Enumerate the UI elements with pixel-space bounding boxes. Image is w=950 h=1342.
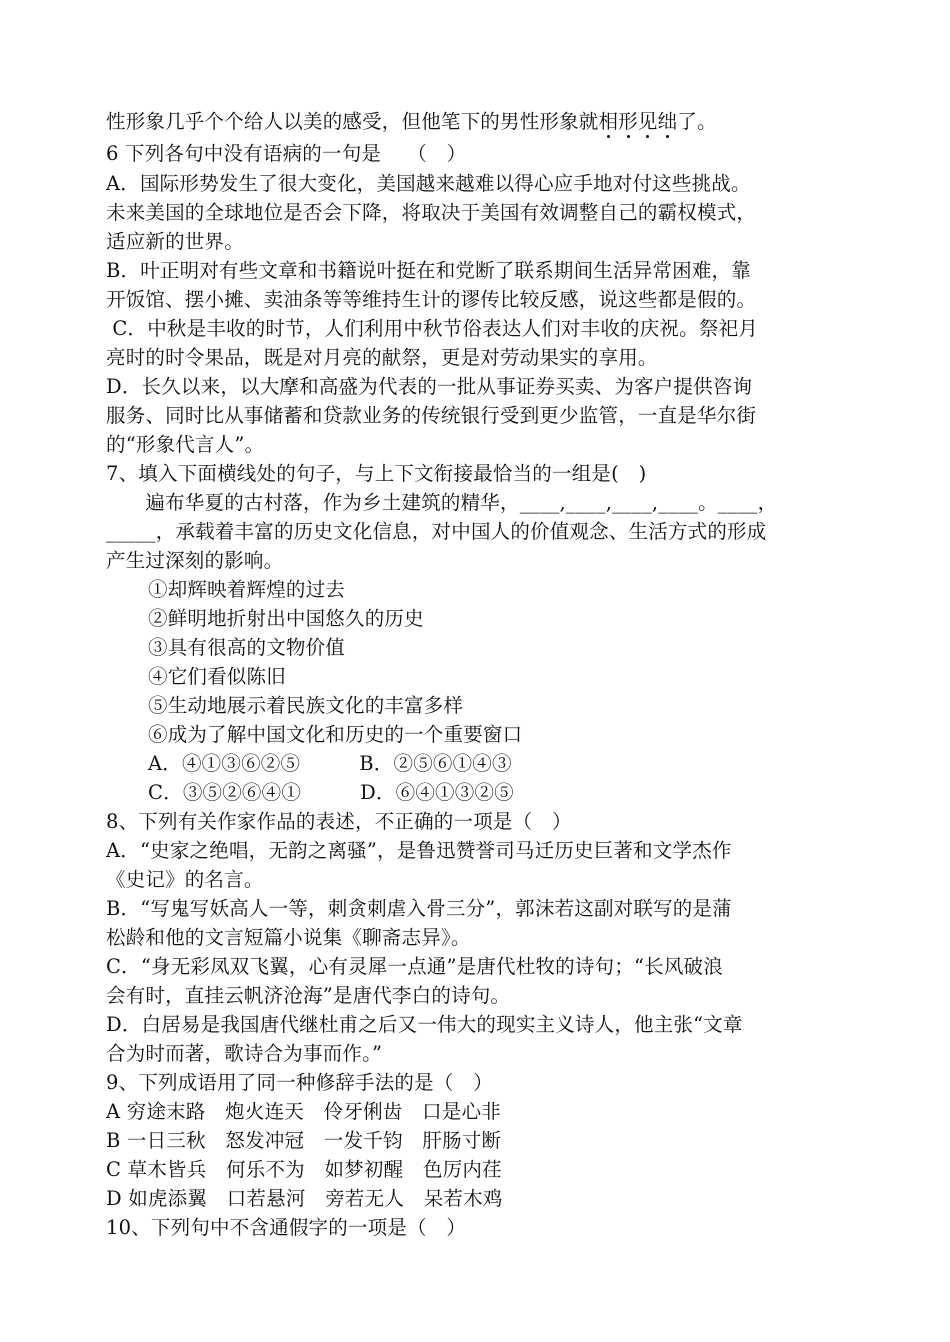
option-b-line: B．叶正明对有些文章和书籍说叶挺在和党断了联系期间生活异常困难，靠 [106,259,751,282]
option-a-line: A 穷途末路 炮火连天 伶牙俐齿 口是心非 [106,1100,501,1123]
question-9-stem: 9、下列成语用了同一种修辞手法的是（ ） [106,1071,493,1094]
text-line: 亮时的时令果品，既是对月亮的献祭，更是对劳动果实的享用。 [106,346,658,369]
text-line: 适应新的世界。 [106,230,244,253]
option-c-line: C．“身无彩凤双飞翼，心有灵犀一点通”是唐代杜牧的诗句；“长风破浪 [106,955,723,978]
question-6-stem: 6 下列各句中没有语病的一句是 （ ） [106,142,467,165]
question-8-stem: 8、下列有关作家作品的表述，不正确的一项是（ ） [106,810,572,833]
text-line: 开饭馆、摆小摊、卖油条等等维持生计的谬传比较反感，说这些都是假的。 [106,288,757,311]
option-a-line: A．“史家之绝唱，无韵之离骚”，是鲁迅赞誉司马迁历史巨著和文学杰作 [106,839,732,862]
option-c-line: C 草木皆兵 何乐不为 如梦初醒 色厉内荏 [106,1158,502,1181]
question-10-stem: 10、下列句中不含通假字的一项是（ ） [106,1216,467,1239]
option-b-line: B．“写鬼写妖高人一等，刺贪刺虐入骨三分”，郭沫若这副对联写的是蒲 [106,897,732,920]
text-line: 《史记》的名言。 [106,868,264,891]
text-line: 合为时而著，歌诗合为事而作。” [106,1042,383,1065]
option-b-line: B 一日三秋 怒发冲冠 一发千钧 肝肠寸断 [106,1129,502,1152]
option-a-line: A．国际形势发生了很大变化，美国越来越难以得心应手地对付这些挑战。 [106,172,751,195]
option-d-line: D．长久以来，以大摩和高盛为代表的一批从事证券买卖、为客户提供咨询 [106,375,753,398]
option-d-line: D 如虎添翼 口若悬河 旁若无人 呆若木鸡 [106,1187,503,1210]
question-7-stem: 7、填入下面横线处的句子，与上下文衔接最恰当的一组是( ) [106,462,647,485]
emphasis-char: 绌 [657,110,678,133]
text-segment: 了。 [677,110,717,133]
sentence-item: ④它们看似陈旧 [148,665,286,688]
sentence-item: ⑥成为了解中国文化和历史的一个重要窗口 [148,723,523,746]
text-line: 服务、同时比从事储蓄和贷款业务的传统银行受到更少监管，一直是华尔街 [106,404,757,427]
text-line: 松龄和他的文言短篇小说集《聊斋志异》。 [106,926,471,949]
text-line: 未来美国的全球地位是否会下降，将取决于美国有效调整自己的霸权模式， [106,201,757,224]
option-c-line: C．中秋是丰收的时节，人们利用中秋节俗表达人们对丰收的庆祝。祭祀月 [106,317,758,340]
text-line [106,108,717,136]
sentence-item: ②鲜明地折射出中国悠久的历史 [148,607,424,630]
emphasis-char: 见 [637,110,658,133]
emphasis-char: 形 [618,110,638,133]
emphasis-char: 相 [598,110,619,133]
passage-line: _____，承载着丰富的历史文化信息，对中国人的价值观念、生活方式的形成 [106,520,767,543]
passage-line: 产生过深刻的影响。 [106,549,284,572]
sentence-item: ③具有很高的文物价值 [148,636,346,659]
passage-line: 遍布华夏的古村落，作为乡土建筑的精华，____,____,____,____。____， [106,491,778,514]
sentence-item: ①却辉映着辉煌的过去 [148,578,346,601]
text-segment: 性形象几乎个个给人以美的感受，但他笔下的男性形象就 [106,110,599,133]
text-line: 会有时，直挂云帆济沧海”是唐代李白的诗句。 [106,984,511,1007]
answer-options: A．④①③⑥②⑤ B．②⑤⑥①④③ [148,752,512,775]
answer-options: C．③⑤②⑥④① D．⑥④①③②⑤ [148,781,514,804]
option-d-line: D．白居易是我国唐代继杜甫之后又一伟大的现实主义诗人，他主张“文章 [106,1013,743,1036]
sentence-item: ⑤生动地展示着民族文化的丰富多样 [148,694,464,717]
text-line: 的“形象代言人”。 [106,433,265,456]
